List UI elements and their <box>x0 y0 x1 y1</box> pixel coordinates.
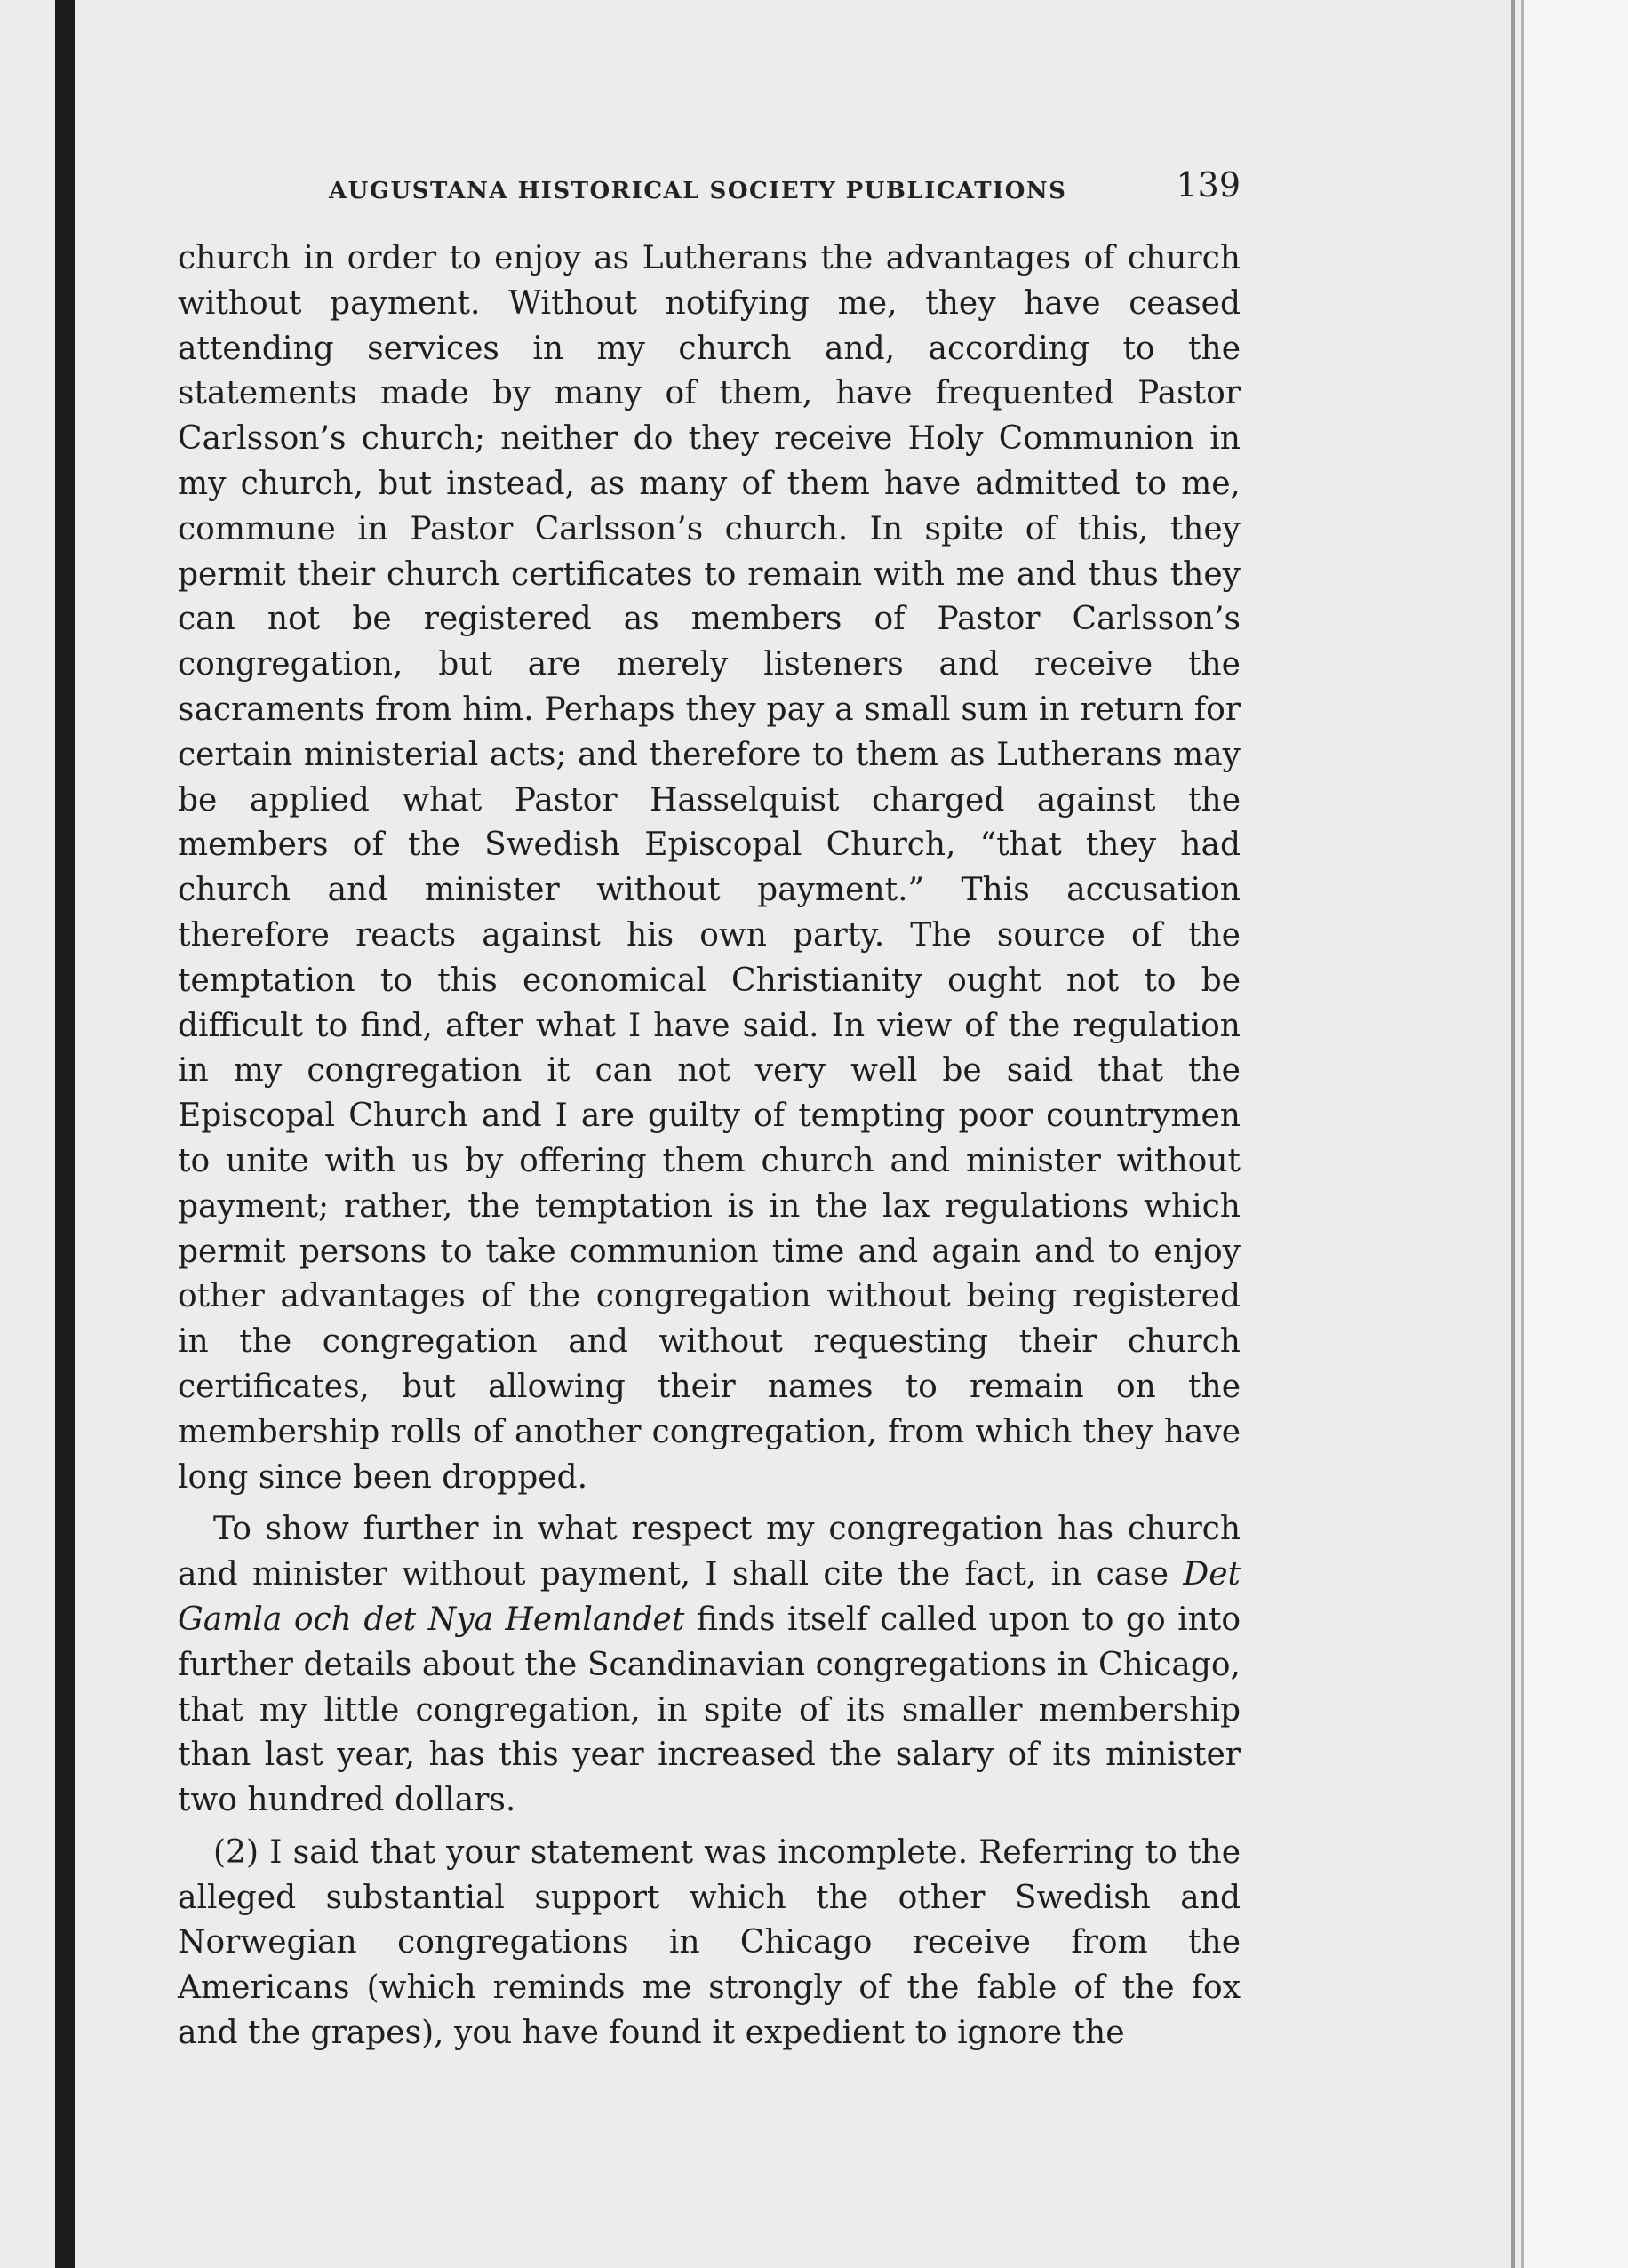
page-edge-line <box>1511 0 1515 2268</box>
book-binding-shadow <box>55 0 75 2268</box>
paragraph-1: church in order to enjoy as Lutherans the advantages of church without payment. Without notifying me, they have ceased attending services in my church and, according to the statements made by many of them, have frequented Pastor Carlsson’s church; neither do they receive Holy Communion in my church, but instead, as many of them have admitted to me, commune in Pastor Carlsson’s church. In spite of this, they permit their church certificates to remain with me and thus they can not be registered as members of Pastor Carlsson’s congregation, but are merely listeners and receive the sacraments from him. Perhaps they pay a small sum in return for certain ministerial acts; and therefore to them as Lutherans may be applied what Pastor Hasselquist charged against the members of the Swedish Episcopal Church, “that they had church and minister without payment.” This accusation therefore reacts against his own party. The source of the temptation to this economical Christianity ought not to be difficult to find, after what I have said. In view of the regulation in my congregation it can not very well be said that the Episcopal Church and I are guilty of tempting poor countrymen to unite with us by offering them church and minister without payment; rather, the temptation is in the lax regulations which permit persons to take communion time and again and to enjoy other advantages of the congregation without being registered in the congregation and without requesting their church certificates, but allowing their names to remain on the membership rolls of another congregation, from which they have long since been dropped. <box>178 240 1241 1496</box>
paragraph-2 <box>178 1507 1241 1824</box>
newspaper-title: Det Gamla och det Nya Hemlandet <box>178 1556 1241 1638</box>
paragraph-3: (2) I said that your statement was incomplete. Referring to the alleged substantial support which the other Swedish and Norwegian congregations in Chicago receive from the Americans (which reminds me strongly of the fable of the fox and the grapes), you have found it expedient to ignore the <box>178 1833 1241 2052</box>
paragraph-2-text-before: To show further in what respect my congregation has church and minister without payment, I shall cite the fact, in case <box>178 1511 1241 1593</box>
body-text <box>178 236 1241 2056</box>
page-number: 139 <box>1176 165 1241 204</box>
scan-margin <box>1524 0 1628 2268</box>
page-header <box>178 165 1241 210</box>
running-head: AUGUSTANA HISTORICAL SOCIETY PUBLICATIONS <box>329 178 1067 204</box>
paragraph-2-text-after: finds itself called upon to go into further details about the Scandinavian congregations in Chicago, that my little congregation, in spite of its smaller membership than last year, has this year increased the salary of its minister two hundred dollars. <box>178 1601 1241 1819</box>
